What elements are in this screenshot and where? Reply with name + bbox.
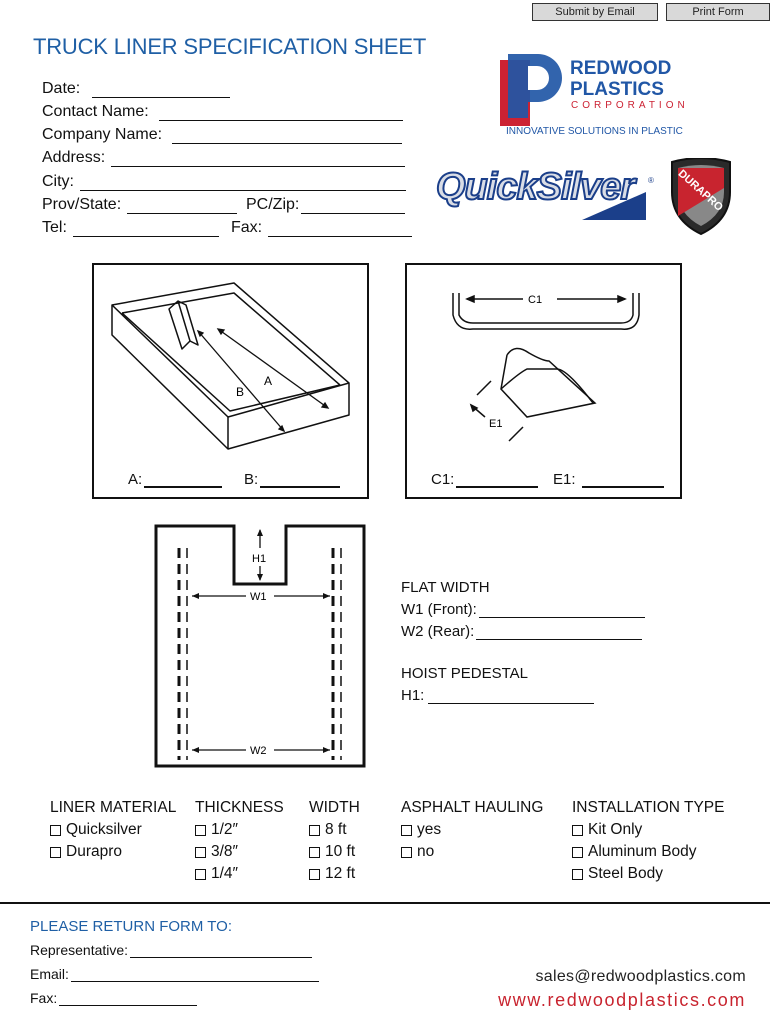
h1-row — [401, 687, 594, 704]
date-field[interactable] — [92, 84, 230, 98]
logo-tagline: INNOVATIVE SOLUTIONS IN PLASTIC — [506, 126, 683, 137]
logo-line2: PLASTICS — [570, 79, 664, 100]
field-a-label: A: — [128, 471, 143, 488]
dim-b-label: B — [236, 385, 245, 399]
quicksilver-registered: ® — [648, 176, 654, 185]
flat-width-heading: FLAT WIDTH — [401, 579, 490, 596]
option-label: 8 ft — [325, 821, 347, 838]
checkbox-icon[interactable] — [572, 825, 583, 836]
checkbox-icon[interactable] — [401, 847, 412, 858]
fax-field[interactable] — [268, 223, 412, 237]
durapro-badge-text: DURAPRO — [675, 167, 726, 214]
checkbox-icon[interactable] — [195, 825, 206, 836]
date-row — [42, 80, 230, 98]
h1-label: H1: — [401, 687, 425, 704]
tel-field[interactable] — [73, 223, 219, 237]
return-email-row — [30, 966, 319, 982]
field-a-row — [128, 471, 222, 488]
field-b-input[interactable] — [260, 475, 340, 488]
dim-c1-label: C1 — [528, 294, 543, 306]
dim-w2-label: W2 — [250, 745, 267, 757]
thickness-heading: THICKNESS — [195, 799, 284, 816]
return-email-field[interactable] — [71, 968, 319, 982]
representative-field[interactable] — [130, 944, 312, 958]
option-label: yes — [417, 821, 442, 838]
checkbox-icon[interactable] — [195, 869, 206, 880]
durapro-shield-icon — [668, 158, 734, 236]
asphalt-hauling-group — [401, 799, 543, 863]
field-b-label: B: — [244, 471, 259, 488]
thickness-group — [195, 799, 284, 885]
pc-zip-row — [246, 196, 405, 214]
pc-zip-field[interactable] — [301, 200, 405, 214]
return-fax-label: Fax: — [30, 990, 58, 1006]
return-fax-row — [30, 990, 197, 1006]
city-field[interactable] — [80, 177, 406, 191]
checkbox-icon[interactable] — [50, 825, 61, 836]
representative-row — [30, 942, 312, 958]
contact-name-field[interactable] — [159, 107, 403, 121]
checkbox-icon[interactable] — [309, 825, 320, 836]
company-name-label: Company Name: — [42, 126, 163, 143]
option-label: Quicksilver — [66, 821, 142, 838]
dim-h1-label: H1 — [252, 553, 267, 565]
representative-label: Representative: — [30, 942, 129, 958]
city-label: City: — [42, 173, 74, 190]
logo-wordmark — [570, 58, 671, 100]
option-asphalt-yes[interactable] — [401, 819, 543, 841]
option-label: Kit Only — [588, 821, 643, 838]
company-name-row — [42, 126, 402, 144]
option-label: 10 ft — [325, 843, 356, 860]
option-label: 1/2″ — [211, 821, 239, 838]
w2-label: W2 (Rear): — [401, 623, 475, 640]
w1-field[interactable] — [479, 604, 645, 618]
logo-corporation: CORPORATION — [571, 100, 689, 111]
address-field[interactable] — [111, 153, 405, 167]
address-row — [42, 149, 405, 167]
dim-e1-label: E1 — [489, 418, 503, 430]
prov-state-label: Prov/State: — [42, 196, 122, 213]
option-thickness-quarter[interactable] — [195, 863, 284, 885]
return-form-heading: PLEASE RETURN FORM TO: — [30, 918, 232, 935]
width-group — [309, 799, 360, 885]
w1-row — [401, 601, 645, 618]
contact-email-link[interactable]: sales@redwoodplastics.com — [535, 968, 746, 985]
option-label: no — [417, 843, 435, 860]
flat-width-diagram — [150, 520, 376, 770]
checkbox-icon[interactable] — [195, 847, 206, 858]
quicksilver-logo: QuickSilver — [436, 166, 635, 208]
liner-profile-diagram — [405, 263, 682, 499]
field-e1-row — [553, 471, 664, 488]
return-fax-field[interactable] — [59, 992, 197, 1006]
checkbox-icon[interactable] — [309, 847, 320, 858]
website-link[interactable]: www.redwoodplastics.com — [498, 990, 746, 1010]
prov-state-field[interactable] — [127, 200, 237, 214]
dim-a-label: A — [264, 374, 273, 388]
option-durapro[interactable] — [50, 841, 176, 863]
print-form-button[interactable]: Print Form — [666, 3, 770, 21]
h1-field[interactable] — [428, 690, 594, 704]
option-label: 12 ft — [325, 865, 356, 882]
option-quicksilver[interactable] — [50, 819, 176, 841]
installation-type-group — [572, 799, 724, 885]
checkbox-icon[interactable] — [309, 869, 320, 880]
tel-label: Tel: — [42, 219, 67, 236]
option-kit-only[interactable] — [572, 819, 724, 841]
prov-state-row — [42, 196, 237, 214]
w2-row — [401, 623, 642, 640]
fax-row — [231, 219, 412, 237]
field-c1-label: C1: — [431, 471, 455, 488]
option-thickness-half[interactable] — [195, 819, 284, 841]
option-label: Steel Body — [588, 865, 663, 882]
option-aluminum-body[interactable] — [572, 841, 724, 863]
pc-zip-label: PC/Zip: — [246, 196, 300, 213]
option-steel-body[interactable] — [572, 863, 724, 885]
address-label: Address: — [42, 149, 106, 166]
date-label: Date: — [42, 80, 81, 97]
option-label: Aluminum Body — [588, 843, 697, 860]
truck-bed-drawing — [94, 265, 367, 497]
company-name-field[interactable] — [172, 130, 402, 144]
width-heading: WIDTH — [309, 799, 360, 816]
liner-material-group — [50, 799, 176, 863]
hoist-pedestal-heading: HOIST PEDESTAL — [401, 665, 528, 682]
return-email-label: Email: — [30, 966, 69, 982]
w1-label: W1 (Front): — [401, 601, 477, 618]
checkbox-icon[interactable] — [401, 825, 412, 836]
option-thickness-three-eighths[interactable] — [195, 841, 284, 863]
fax-label: Fax: — [231, 219, 263, 236]
liner-profile-drawing — [407, 265, 680, 497]
liner-material-heading: LINER MATERIAL — [50, 799, 177, 816]
option-label: 1/4″ — [211, 865, 239, 882]
option-width-10[interactable] — [309, 841, 360, 863]
tel-row — [42, 219, 219, 237]
contact-name-label: Contact Name: — [42, 103, 149, 120]
option-width-8[interactable] — [309, 819, 360, 841]
checkbox-icon[interactable] — [572, 869, 583, 880]
option-label: Durapro — [66, 843, 122, 860]
submit-by-email-button[interactable]: Submit by Email — [532, 3, 658, 21]
redwood-p-logo-icon — [500, 54, 562, 126]
page-title: TRUCK LINER SPECIFICATION SHEET — [33, 34, 427, 59]
field-a-input[interactable] — [144, 475, 222, 488]
section-divider — [0, 902, 770, 904]
installation-type-heading: INSTALLATION TYPE — [572, 799, 725, 816]
field-b-row — [244, 471, 340, 488]
asphalt-hauling-heading: ASPHALT HAULING — [401, 799, 544, 816]
option-label: 3/8″ — [211, 843, 239, 860]
logo-line1: REDWOOD — [570, 58, 672, 79]
field-e1-input[interactable] — [582, 475, 664, 488]
contact-name-row — [42, 103, 403, 121]
option-width-12[interactable] — [309, 863, 360, 885]
checkbox-icon[interactable] — [572, 847, 583, 858]
checkbox-icon[interactable] — [50, 847, 61, 858]
dim-w1-label: W1 — [250, 591, 267, 603]
truck-bed-diagram — [92, 263, 369, 499]
field-e1-label: E1: — [553, 471, 576, 488]
w2-field[interactable] — [476, 626, 642, 640]
field-c1-row — [431, 471, 538, 488]
city-row — [42, 173, 406, 191]
field-c1-input[interactable] — [456, 475, 538, 488]
option-asphalt-no[interactable] — [401, 841, 543, 863]
